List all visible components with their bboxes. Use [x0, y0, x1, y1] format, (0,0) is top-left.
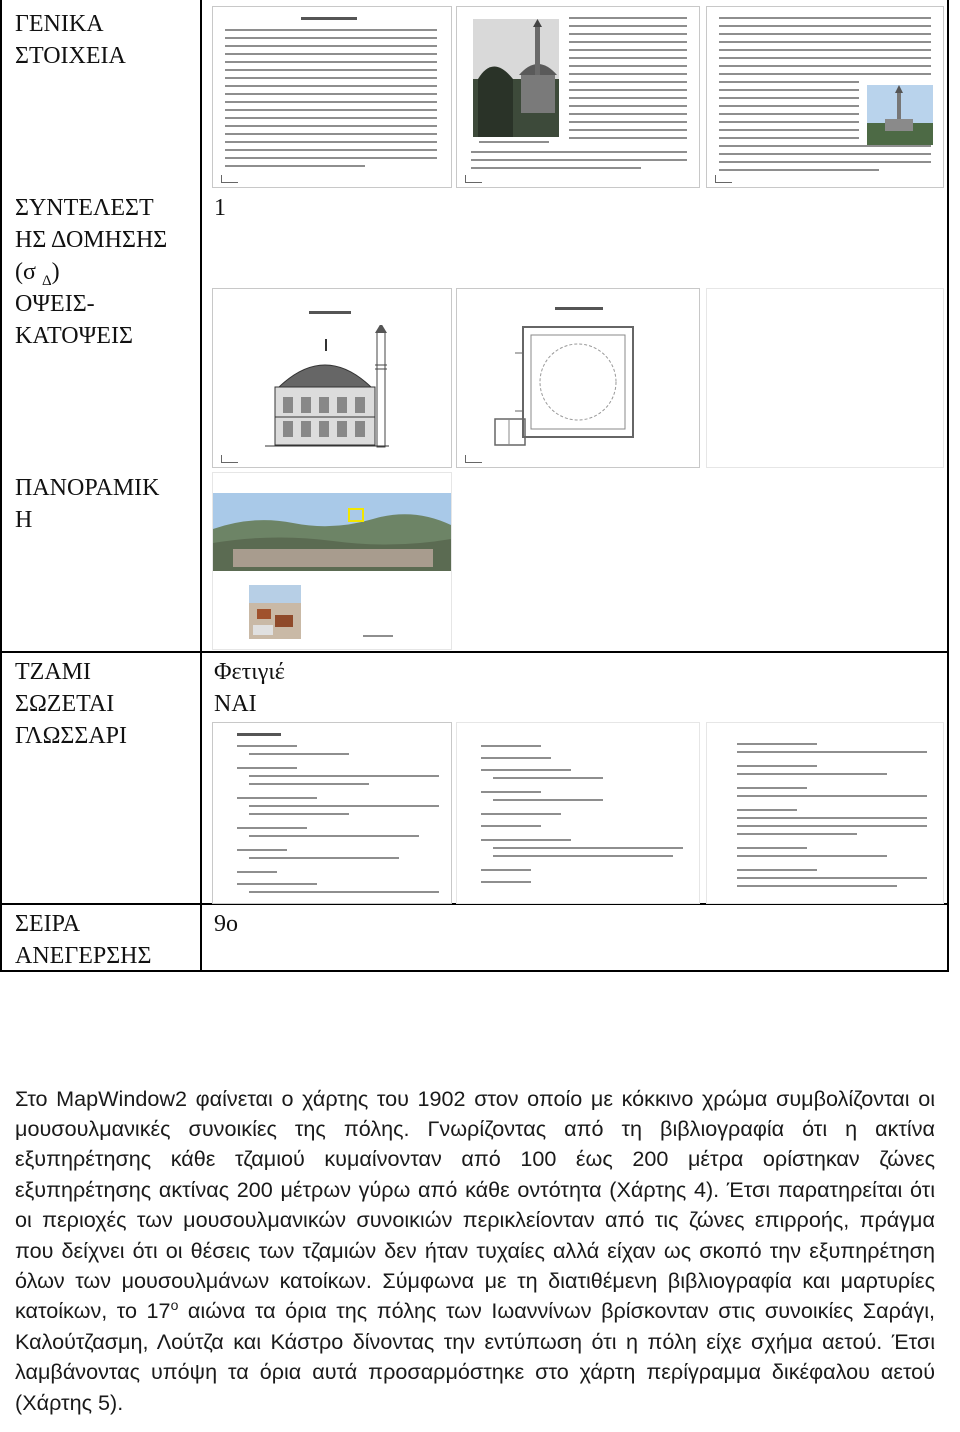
general-info-page-thumbnail	[212, 6, 452, 188]
label-mosque: ΤΖΑΜΙ	[15, 659, 91, 685]
panoramic-page-thumbnail	[212, 472, 452, 650]
table-right-border	[947, 0, 949, 972]
value-survives: ΝΑΙ	[214, 691, 257, 717]
body-text-part-1: Στο MapWindow2 φαίνεται ο χάρτης του 1902 στον οποίο με κόκκινο χρώμα συμβολίζονται οι μουσουλμανικές συνοικίες της πόλης. Γνωρίζοντας από τη βιβλιογραφία ότι η ακτίνα εξυπηρέτησης κάθε τζαμιού κυμαίνονταν από 100 έως 200 μέτρα ορίστηκαν ζώνες εξυπηρέτησης ακτίνας 200 μέτρων γύρω από κάθε οντότητα (Χάρτης 4). Έτσι παρατηρείται ότι οι περιοχές των μουσουλμανικών συνοικιών περικλείονταν από τις ζώνες επιρροής, πράγμα που δείχνει ότι οι θέσεις των τζαμιών δεν ήταν τυχαίες αλλά είχαν ως σκοπό την εξυπηρέτηση όλων των μουσουλμάνων κατοίκων. Σύμφωνα με τη διατιθέμενη βιβλιογραφία και μαρτυρίες κατοίκων, το 17	[15, 1085, 935, 1324]
label-general: ΓΕΝΙΚΑ ΣΤΟΙΧΕΙΑ	[15, 11, 126, 69]
label-survives: ΣΩΖΕΤΑΙ	[15, 691, 115, 717]
glossary-page-thumbnail-1	[212, 722, 452, 904]
general-info-photo-page-thumbnail	[456, 6, 700, 188]
label-panoramic: ΠΑΝΟΡΑΜΙΚ Η	[15, 475, 160, 533]
label-views: ΟΨΕΙΣ- ΚΑΤΟΨΕΙΣ	[15, 291, 133, 349]
body-text-part-2: αιώνα τα όρια της πόλης των Ιωαννίνων βρίσκονταν στις συνοικίες Σαράγι, Καλούτζασμη, Λούτζα και Κάστρο δίνοντας την εντύπωση ότι η πόλη είχε σχήμα αετού. Έτσι λαμβάνοντας υπόψη τα όρια αυτά προσαρμόστηκε στο χάρτη περίγραμμα δικέφαλου αετού (Χάρτης 5).	[15, 1298, 936, 1415]
glossary-page-thumbnail-3	[706, 722, 944, 904]
general-info-text-page-thumbnail	[706, 6, 944, 188]
mosque-elevation-drawing	[235, 325, 415, 455]
empty-page-thumbnail	[706, 288, 944, 468]
panoramic-photo	[213, 493, 451, 571]
mosque-photo	[473, 19, 559, 137]
row-divider-mosque	[0, 651, 949, 653]
body-paragraph	[15, 1084, 935, 1418]
table-left-border	[0, 0, 2, 972]
floor-plan-thumbnail	[456, 288, 700, 468]
minaret-photo	[867, 85, 933, 145]
value-order: 9ο	[214, 911, 238, 937]
city-view-photo	[249, 585, 301, 639]
label-order: ΣΕΙΡΑ ΑΝΕΓΕΡΣΗΣ	[15, 911, 152, 969]
table-column-divider	[200, 0, 202, 972]
century-superscript: ο	[170, 1297, 179, 1314]
value-coefficient: 1	[214, 195, 226, 221]
label-glossary: ΓΛΩΣΣΑΡΙ	[15, 723, 128, 749]
value-mosque: Φετιγιέ	[214, 659, 285, 685]
mosque-floor-plan	[485, 323, 671, 453]
elevation-drawing-thumbnail	[212, 288, 452, 468]
label-coefficient: ΣΥΝΤΕΛΕΣΤ ΗΣ ΔΟΜΗΣΗΣ (σ $_\Delta$)	[15, 195, 168, 289]
glossary-page-thumbnail-2	[456, 722, 700, 904]
